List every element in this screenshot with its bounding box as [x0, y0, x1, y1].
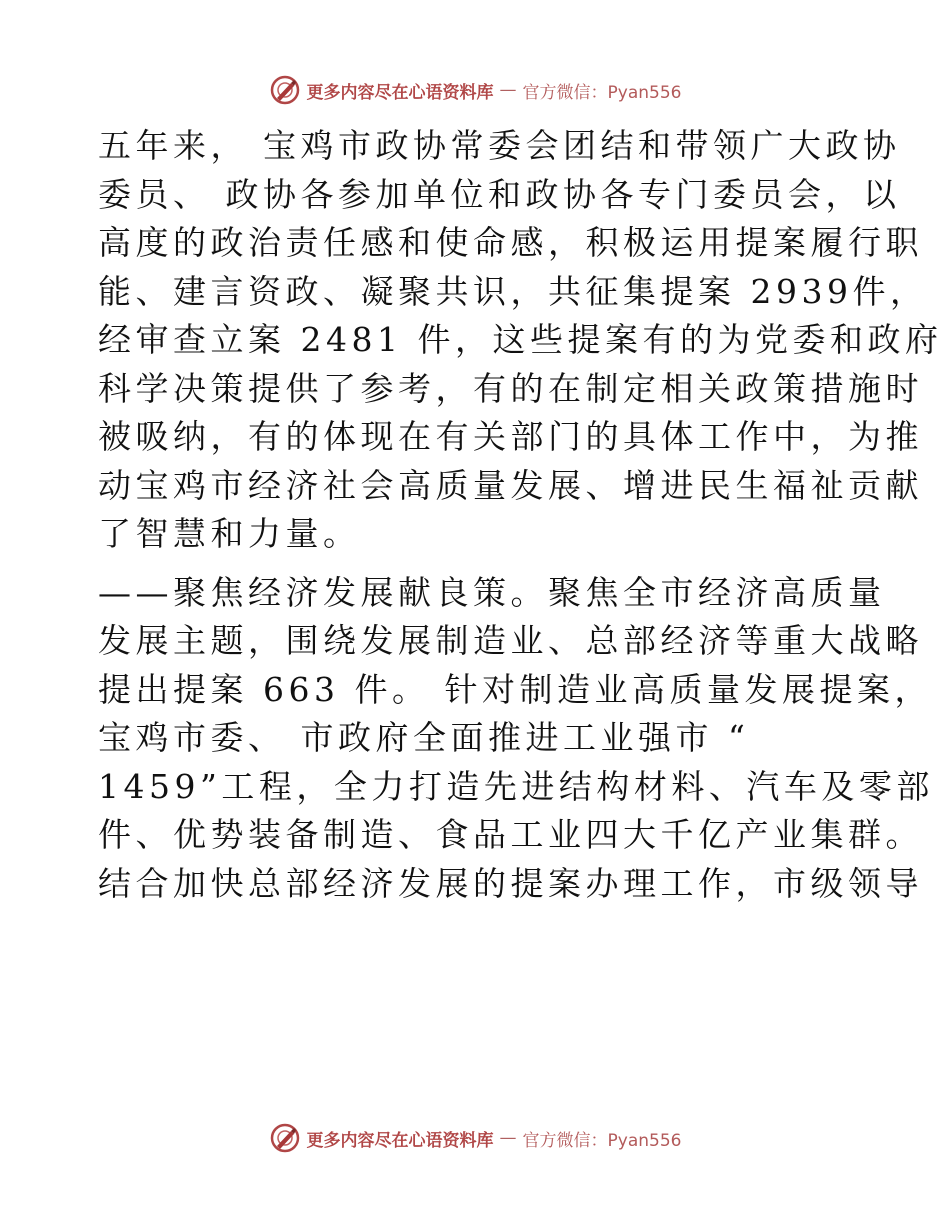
text-line: 结合加快总部经济发展的提案办理工作，市级领导 — [98, 863, 923, 903]
text-line: 五年来， 宝鸡市政协常委会团结和带领广大政协 — [98, 126, 901, 165]
header-watermark — [0, 70, 950, 110]
document-body — [98, 122, 943, 908]
text-line: ——聚焦经济发展献良策。聚焦全市经济高质量 — [98, 572, 886, 612]
footer-watermark — [0, 1118, 950, 1158]
text-line: 宝鸡市委、 市政府全面推进工业强市 “ — [98, 718, 750, 757]
brand-logo-icon — [269, 74, 301, 106]
text-line: 高度的政治责任感和使命感，积极运用提案履行职 — [98, 223, 923, 262]
text-line: 动宝鸡市经济社会高质量发展、增进民生福祉贡献 — [98, 465, 923, 505]
paragraph-intro — [98, 122, 943, 559]
text-line: 科学决策提供了参考，有的在制定相关政策措施时 — [98, 368, 923, 408]
text-line: 提出提案 663 件。 针对制造业高质量发展提案， — [98, 669, 932, 709]
watermark-separator: — — [499, 1128, 517, 1148]
watermark-contact: 官方微信：Pyan556 — [522, 82, 682, 103]
watermark-brand: 更多内容尽在心语资料库 — [306, 1130, 494, 1151]
text-line: 经审查立案 2481 件，这些提案有的为党委和政府 — [98, 320, 943, 359]
text-line: 被吸纳，有的体现在有关部门的具体工作中，为推 — [98, 417, 923, 456]
text-line: 件、优势装备制造、食品工业四大千亿产业集群。 — [98, 815, 923, 854]
text-line: 发展主题，围绕发展制造业、总部经济等重大战略 — [98, 621, 923, 660]
text-line: 了智慧和力量。 — [98, 514, 361, 553]
text-line: 委员、 政协各参加单位和政协各专门委员会，以 — [98, 174, 901, 214]
text-line: 能、建言资政、凝聚共识，共征集提案 2939件， — [98, 271, 928, 311]
paragraph-economy — [98, 569, 934, 909]
watermark-brand: 更多内容尽在心语资料库 — [306, 82, 494, 103]
watermark-contact: 官方微信：Pyan556 — [522, 1130, 682, 1151]
watermark-separator: — — [499, 80, 517, 100]
brand-logo-icon — [269, 1122, 301, 1154]
text-line: 1459”工程，全力打造先进结构材料、汽车及零部 — [98, 766, 934, 806]
